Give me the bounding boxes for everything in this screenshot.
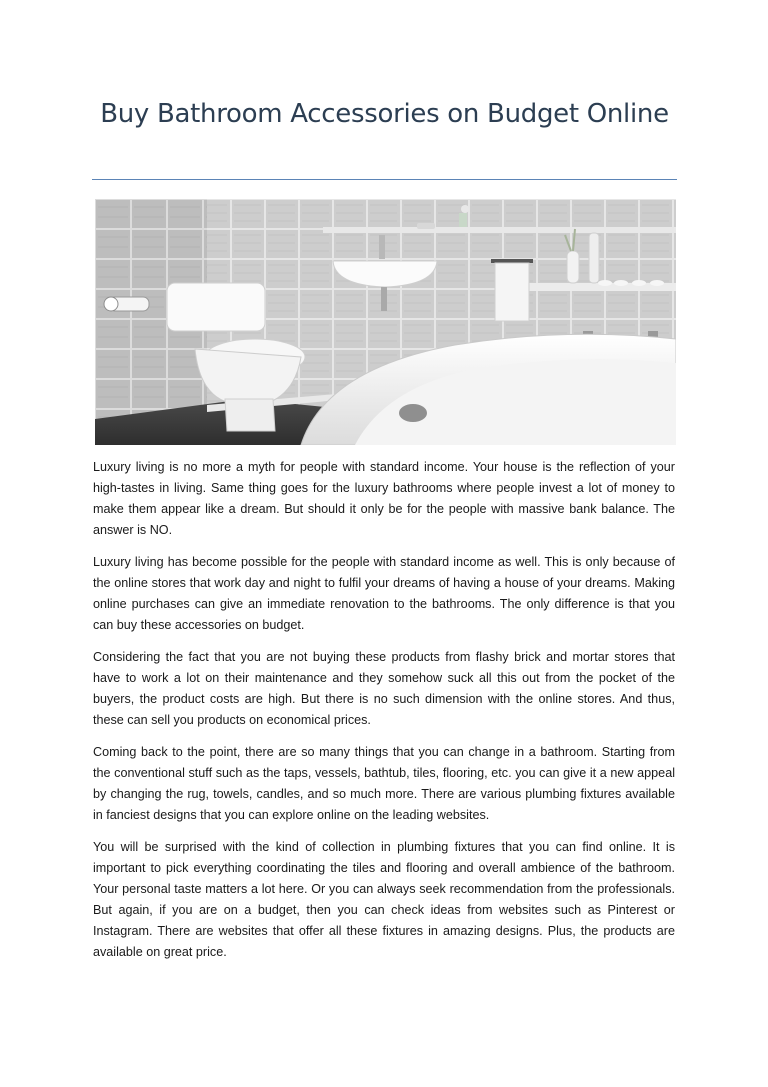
paragraph: Luxury living has become possible for the people with standard income as well. This is only because of the online stores that work day and night to fulfil your dreams of having a house of your dreams. Making online purchases can give an immediate renovation to the bathrooms. The only difference is that you can buy these accessories on budget. (93, 555, 675, 632)
page-title: Buy Bathroom Accessories on Budget Online (100, 99, 669, 129)
paragraph: Luxury living is no more a myth for people with standard income. Your house is the reflection of your high-tastes in living. Same thing goes for the luxury bathrooms where people invest a lot of money to make them appear like a dream. But should it only be for the people with massive bank balance. The answer is NO. (93, 460, 675, 537)
bathroom-photo (95, 199, 676, 445)
title-divider (92, 179, 677, 180)
article-body (93, 457, 675, 974)
bathroom-illustration (95, 199, 676, 445)
paragraph: You will be surprised with the kind of collection in plumbing fixtures that you can find online. It is important to pick everything coordinating the tiles and flooring and overall ambience of the bathroom. Your personal taste matters a lot here. Or you can always seek recommendation from the professionals. But again, if you are on a budget, then you can check ideas from websites such as Pinterest or Instagram. There are websites that offer all these fixtures in amazing designs. Plus, the products are available on great price. (93, 840, 675, 959)
paragraph: Coming back to the point, there are so many things that you can change in a bathroom. Starting from the conventional stuff such as the taps, vessels, bathtub, tiles, flooring, etc. you can give it a new appeal by changing the rug, towels, candles, and so much more. There are various plumbing fixtures available in fanciest designs that you can explore online on the leading websites. (93, 745, 675, 822)
paragraph: Considering the fact that you are not buying these products from flashy brick and mortar stores that have to work a lot on their maintenance and they somehow suck all this out from the pocket of the buyers, the product costs are high. But there is no such dimension with the online stores. And thus, these can sell you products on economical prices. (93, 650, 675, 727)
